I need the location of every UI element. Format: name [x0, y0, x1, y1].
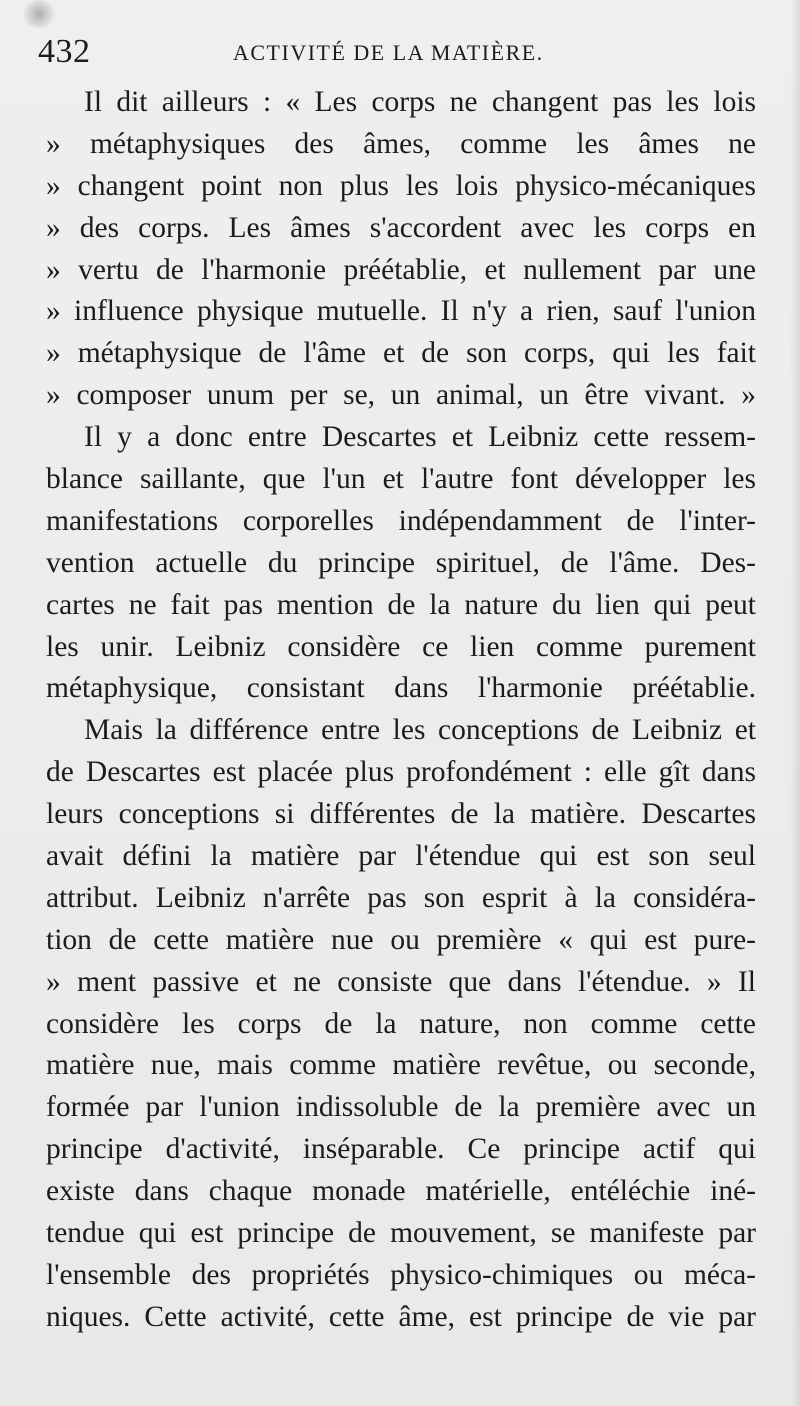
text-line: existe dans chaque monade matérielle, entéléchie iné- — [46, 1175, 756, 1208]
text-line: tendue qui est principe de mouvement, se manifeste par — [46, 1217, 756, 1250]
text-line: avait défini la matière par l'étendue qui est son seul — [46, 840, 756, 873]
text-line: » métaphysique de l'âme et de son corps, qui les fait — [46, 337, 756, 370]
text-line: » composer unum per se, un animal, un être vivant. » — [46, 379, 756, 412]
text-line: niques. Cette activité, cette âme, est principe de vie par — [46, 1300, 756, 1333]
text-line: » vertu de l'harmonie préétablie, et nullement par une — [46, 253, 756, 286]
text-line: les unir. Leibniz considère ce lien comme purement — [46, 630, 756, 663]
text-line: cartes ne fait pas mention de la nature du lien qui peut — [46, 588, 756, 621]
text-line: Il dit ailleurs : « Les corps ne changent pas les lois — [84, 86, 756, 118]
text-line: vention actuelle du principe spirituel, de l'âme. Des- — [46, 546, 756, 579]
text-line: » métaphysiques des âmes, comme les âmes ne — [46, 127, 756, 160]
text-line: » ment passive et ne consiste que dans l'étendue. » Il — [46, 965, 756, 998]
text-line: l'ensemble des propriétés physico-chimiques ou méca- — [46, 1258, 756, 1291]
page-gutter-shadow — [790, 0, 800, 1406]
text-line: leurs conceptions si différentes de la matière. Descartes — [46, 798, 756, 831]
body-text — [46, 82, 756, 1339]
text-line: matière nue, mais comme matière revêtue, ou seconde, — [46, 1049, 756, 1082]
text-line: manifestations corporelles indépendamment de l'inter- — [46, 504, 756, 537]
text-line: métaphysique, consistant dans l'harmonie préétablie. — [46, 672, 756, 705]
text-line: de Descartes est placée plus profondément : elle gît dans — [46, 756, 756, 789]
text-line: principe d'activité, inséparable. Ce principe actif qui — [46, 1133, 756, 1166]
text-line: considère les corps de la nature, non comme cette — [46, 1007, 756, 1040]
text-line: tion de cette matière nue ou première « qui est pure- — [46, 923, 756, 956]
text-line: » changent point non plus les lois physico-mécaniques — [46, 169, 756, 202]
ink-smudge — [22, 0, 56, 28]
text-line: » influence physique mutuelle. Il n'y a rien, sauf l'union — [46, 295, 756, 328]
text-line: formée par l'union indissoluble de la première avec un — [46, 1091, 756, 1124]
text-line: blance saillante, que l'un et l'autre font développer les — [46, 463, 756, 496]
page-number: 432 — [38, 33, 91, 70]
running-head: ACTIVITÉ DE LA MATIÈRE. — [233, 40, 544, 65]
page-header — [38, 30, 758, 74]
text-line: Mais la différence entre les conceptions de Leibniz et — [84, 714, 756, 747]
text-line: attribut. Leibniz n'arrête pas son esprit à la considéra- — [46, 881, 756, 914]
text-line: Il y a donc entre Descartes et Leibniz cette ressem- — [84, 421, 756, 454]
text-line: » des corps. Les âmes s'accordent avec les corps en — [46, 211, 756, 244]
